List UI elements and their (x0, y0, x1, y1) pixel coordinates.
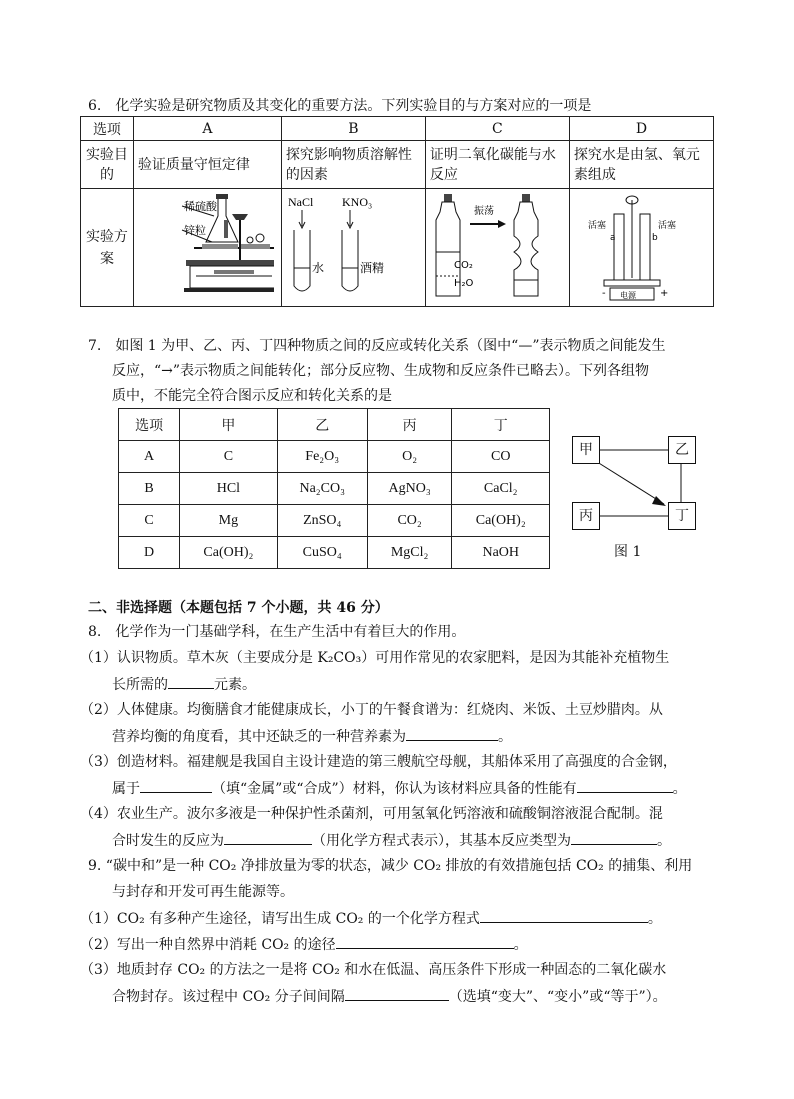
q9-stem-2: 与封存和开发可再生能源等。 (112, 884, 294, 900)
table-row (119, 441, 550, 473)
q7-cell: CO₂ (367, 505, 452, 537)
q7-cell: Na₂CO₃ (277, 473, 367, 505)
q7-header-bing: 丙 (367, 409, 452, 441)
q9-p3a: （3）地质封存 CO₂ 的方法之一是将 CO₂ 和水在低温、高压条件下形成一种固态的二氧化碳水 (80, 962, 667, 978)
label-acid: 稀硫酸 (183, 199, 217, 213)
q8-p2b (112, 726, 512, 747)
q7-cell: CuSO₄ (277, 537, 367, 569)
q9-p3b-post: （选填“变大”、“变小”或“等于”）。 (448, 989, 667, 1005)
q6-purpose-label: 实验目的 (81, 141, 134, 189)
q7-stem-1: 7. 如图 1 为甲、乙、丙、丁四种物质之间的反应或转化关系（图中“—”表示物质之间能发生 (88, 338, 666, 354)
q8-p4b (112, 830, 671, 851)
q7-cell: A (119, 441, 180, 473)
label-nacl: NaCl (287, 194, 314, 209)
q7-table (118, 408, 550, 569)
q8-p2b-pre: 营养均衡的角度看，其中还缺乏的一种营养素为 (112, 729, 406, 745)
q8-p4b-pre: 合时发生的反应为 (112, 833, 224, 849)
q7-cell: CaCl₂ (452, 473, 550, 505)
q8-answer-4b[interactable] (571, 830, 657, 845)
q8-p4b-mid: （用化学方程式表示），其基本反应类型为 (312, 833, 571, 849)
q8-p1b-post: 元素。 (214, 677, 256, 693)
q7-cell: ZnSO₄ (277, 505, 367, 537)
q8-p4b-post: 。 (657, 833, 671, 849)
q6-header-b: B (281, 117, 425, 141)
q8-answer-1[interactable] (168, 674, 214, 689)
q9-answer-2[interactable] (336, 934, 514, 949)
label-power: 电源 (619, 290, 636, 300)
label-h2o: H₂O (453, 277, 474, 289)
label-alcohol: 酒精 (359, 260, 384, 275)
q8-answer-2[interactable] (406, 726, 498, 741)
q9-p1 (80, 908, 662, 929)
q9-p1-post: 。 (647, 911, 662, 927)
label-co2: CO₂ (453, 259, 473, 271)
q7-cell: C (180, 441, 278, 473)
q9-answer-1[interactable] (480, 908, 648, 923)
q7-cell: Ca(OH)₂ (452, 505, 550, 537)
q8-answer-3a[interactable] (140, 778, 212, 793)
electrolysis-figure (570, 190, 706, 306)
q6-header-option: 选项 (81, 117, 134, 141)
q6-purpose-c: 证明二氧化碳能与水反应 (425, 141, 569, 189)
label-valve-left: 活塞 (587, 220, 606, 231)
balance-base (190, 266, 274, 288)
section-title: 二、非选择题（本题包括 7 个小题，共 46 分） (88, 600, 389, 616)
q6-table (80, 116, 714, 307)
q7-cell: NaOH (452, 537, 550, 569)
q8-p3a: （3）创造材料。福建舰是我国自主设计建造的第三艘航空母舰，其船体采用了高强度的合金钢， (80, 754, 677, 770)
q8-p3b-mid: （填“金属”或“合成”）材料，你认为该材料应具备的性能有 (212, 781, 577, 797)
q7-cell: CO (452, 441, 550, 473)
q8-p3b-post: 。 (672, 781, 687, 797)
q6-stem: 6. 化学实验是研究物质及其变化的重要方法。下列实验目的与方案对应的一项是 (88, 98, 592, 114)
q6-header-c: C (425, 117, 569, 141)
q6-plan-a (133, 189, 281, 307)
q8-answer-4a[interactable] (224, 830, 312, 845)
q9-stem-1: 9. “碳中和”是一种 CO₂ 净排放量为零的状态，减少 CO₂ 排放的有效措施包括 CO₂ 的捕集、利用 (88, 858, 693, 874)
q7-cell: HCl (180, 473, 278, 505)
q9-p2-pre: （2）写出一种自然界中消耗 CO₂ 的途径 (80, 937, 336, 953)
table-row (119, 473, 550, 505)
label-plus: + (659, 287, 669, 299)
q8-p2b-post: 。 (498, 729, 512, 745)
q8-stem: 8. 化学作为一门基础学科，在生产生活中有着巨大的作用。 (88, 624, 466, 640)
label-shake: 振荡 (473, 205, 494, 217)
label-zinc: 锌粒 (183, 223, 206, 237)
q8-p4a: （4）农业生产。波尔多液是一种保护性杀菌剂，可用氢氧化钙溶液和硫酸铜溶液混合配制。混 (80, 806, 663, 822)
q7-header-jia: 甲 (180, 409, 278, 441)
q7-cell: C (119, 505, 180, 537)
node-yi: 乙 (668, 436, 696, 464)
label-minus: - (601, 287, 606, 299)
q6-plan-d (569, 189, 713, 307)
figure-caption: 图 1 (614, 544, 642, 560)
q6-plan-b (281, 189, 425, 307)
q7-header-ding: 丁 (452, 409, 550, 441)
q6-header-a: A (133, 117, 281, 141)
node-bing: 丙 (572, 502, 600, 530)
tube-water (294, 230, 310, 291)
q6-plan-label: 实验方案 (81, 189, 134, 307)
q8-p1b (112, 674, 256, 695)
tube-alcohol (342, 230, 358, 291)
q9-p3b (112, 986, 667, 1007)
q8-p1b-pre: 长所需的 (112, 677, 168, 693)
q7-header-option: 选项 (119, 409, 180, 441)
q7-cell: Ca(OH)₂ (180, 537, 278, 569)
q6-purpose-d: 探究水是由氢、氧元素组成 (569, 141, 713, 189)
q7-stem-2: 反应，“→”表示物质之间能转化；部分反应物、生成物和反应条件已略去）。下列各组物 (112, 363, 650, 379)
q9-p2-post: 。 (513, 937, 528, 953)
q6-purpose-a: 验证质量守恒定律 (133, 141, 281, 189)
q7-stem-3: 质中，不能完全符合图示反应和转化关系的是 (112, 388, 392, 404)
bottle-after (514, 202, 538, 296)
balance-figure (134, 190, 274, 306)
tube-a (614, 214, 624, 280)
q9-p3b-pre: 合物封存。该过程中 CO₂ 分子间间隔 (112, 989, 345, 1005)
q6-purpose-b: 探究影响物质溶解性的因素 (281, 141, 425, 189)
q8-p3b-pre: 属于 (112, 781, 140, 797)
q7-cell: B (119, 473, 180, 505)
label-b: b (651, 232, 658, 243)
node-jia: 甲 (572, 436, 600, 464)
test-tubes-figure (282, 190, 418, 306)
q7-header-yi: 乙 (277, 409, 367, 441)
table-row (119, 505, 550, 537)
label-kno3: KNO₃ (341, 194, 373, 209)
q9-p2 (80, 934, 528, 955)
label-valve-right: 活塞 (657, 220, 676, 231)
q6-header-d: D (569, 117, 713, 141)
node-ding: 丁 (668, 502, 696, 530)
q7-cell: MgCl₂ (367, 537, 452, 569)
q7-cell: Mg (180, 505, 278, 537)
q7-cell: Fe₂O₃ (277, 441, 367, 473)
q9-answer-3[interactable] (345, 986, 449, 1001)
q7-cell: AgNO₃ (367, 473, 452, 505)
tube-b (640, 214, 650, 280)
q9-p1-pre: （1）CO₂ 有多种产生途径，请写出生成 CO₂ 的一个化学方程式 (80, 911, 480, 927)
q7-cell: D (119, 537, 180, 569)
label-water: 水 (311, 260, 324, 275)
q8-p1a: （1）认识物质。草木灰（主要成分是 K₂CO₃）可用作常见的农家肥料，是因为其能补充植物生 (80, 650, 670, 666)
q8-p3b (112, 778, 687, 799)
q8-p2a: （2）人体健康。均衡膳食才能健康成长，小丁的午餐食谱为：红烧肉、米饭、土豆炒腊肉。从 (80, 702, 663, 718)
q6-plan-c (425, 189, 569, 307)
table-row (119, 537, 550, 569)
arrow-jia-ding (594, 460, 664, 504)
q7-cell: O₂ (367, 441, 452, 473)
q8-answer-3b[interactable] (577, 778, 673, 793)
bottles-figure (426, 190, 562, 306)
label-a: a (609, 232, 616, 243)
